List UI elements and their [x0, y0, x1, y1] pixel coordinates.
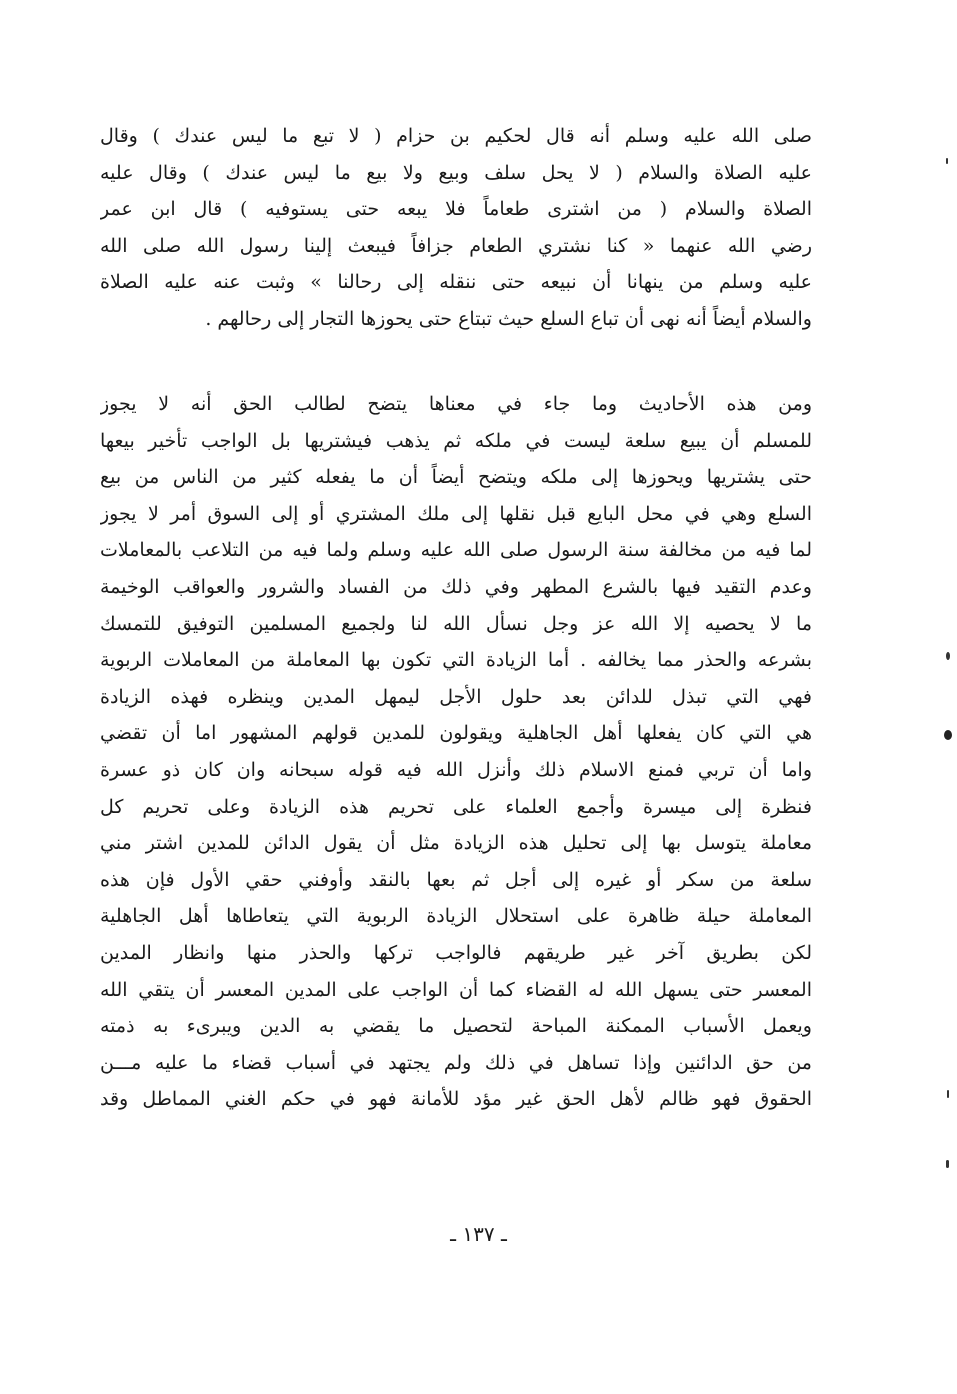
scan-speck — [946, 652, 950, 660]
text-line: واما أن تربي فمنع الاسلام ذلك وأنزل الله فيه قوله سبحانه وان كان ذو عسرة — [100, 758, 812, 781]
text-line: عليه وسلم من ينهانا أن نبيعه حتى ننقله إلى رحالنا » وثبت عنه عليه الصلاة — [100, 271, 812, 294]
text-line: الحقوق فهو ظالم لأهل الحق غير مؤد للأمانة فهو في حكم الغني المماطل وقد — [100, 1088, 812, 1111]
text-line: الصلاة والسلام ( من اشترى طعاماً فلا يبعه حتى يستوفيه ) قال ابن عمر — [100, 198, 812, 221]
text-line: المعسر حتى يسهل الله له القضاء كما أن الواجب على المدين المعسر أن يتقي الله — [100, 978, 812, 1001]
text-line: المعاملة حيلة ظاهرة على استحلال الزيادة الربوية التي يتعاطاها أهل الجاهلية — [100, 905, 812, 928]
text-line: ومن هذه الأحاديث وما جاء في معناها يتضح لطالب الحق أنه لا يجوز — [100, 393, 812, 415]
text-line: رضي الله عنهما « كنا نشتري الطعام جزافاً فيبعث إلينا رسول الله صلى الله — [100, 234, 812, 257]
scan-speck — [946, 1160, 949, 1168]
page-number: ـ ١٣٧ ـ — [450, 1222, 507, 1246]
text-line: صلى الله عليه وسلم أنه قال لحكيم بن حزام ( لا تبع ما ليس عندك ) وقال — [100, 125, 812, 147]
text-line: لما فيه من مخالفة سنة الرسول صلى الله عليه وسلم ولما فيه من التلاعب بالمعاملات — [100, 539, 812, 562]
text-line: وعدم التقيد فيها بالشرع المطهر وفي ذلك من الفساد والشرور والعواقب الوخيمة — [100, 575, 812, 598]
text-line: للمسلم أن يبيع سلعة ليست في ملكه ثم يذهب فيشتريها بل الواجب تأخير بيعها — [100, 429, 812, 452]
text-line: معاملة يتوسل بها إلى تحليل هذه الزيادة مثل أن يقول الدائن للمدين اشتر مني — [100, 832, 812, 855]
text-line: والسلام أيضاً أنه نهى أن تباع السلع حيث تبتاع حتى يحوزها التجار إلى رحالهم . — [205, 307, 812, 330]
paragraph-1 — [100, 118, 812, 338]
text-line: ما لا يحصيه إلا الله عز وجل نسأل الله لنا ولجميع المسلمين التوفيق للتمسك — [100, 612, 812, 635]
scan-speck — [947, 1090, 949, 1098]
text-line: من حق الدائنين وإذا تساهل في ذلك ولم يجتهد في أسباب قضاء ما عليه مـــن — [100, 1051, 812, 1074]
text-line: سلعة من سكر أو غيره إلى أجل ثم بعها بالنقد وأوفني حقي الأول فإن هذه — [100, 868, 812, 891]
text-line: عليه الصلاة والسلام ( لا يحل سلف وبيع ولا بيع ما ليس عندك ) وقال عليه — [100, 161, 812, 184]
text-line: فنظرة إلى ميسرة وأجمع العلماء على تحريم هذه الزيادة وعلى تحريم كل — [100, 795, 812, 818]
text-line: السلع وهي في محل البايع قبل نقلها إلى ملك المشتري أو إلى السوق أمر لا يجوز — [100, 502, 812, 525]
text-line: بشرعه والحذر مما يخالفه . أما الزيادة التي تكون بها المعاملة من المعاملات الربوية — [100, 649, 812, 672]
scan-speck — [946, 158, 948, 164]
text-line: هي التي كان يفعلها أهل الجاهلية ويقولون للمدين قولهم المشهور اما أن تقضي — [100, 722, 812, 745]
text-line: لكن بطريق آخر غير طريقهم فالواجب تركها والحذر منها وانظار المدين — [100, 941, 812, 964]
text-line: حتى يشتريها ويحوزها إلى ملكه ويتضح أيضاً أن ما يفعله كثير من الناس من بيع — [100, 466, 812, 489]
text-line: فهي التي تبذل للدائن بعد حلول الأجل ليمهل المدين وينظره فهذه الزيادة — [100, 685, 812, 708]
paragraph-2 — [100, 386, 812, 1118]
scan-speck — [944, 730, 952, 740]
text-line: ويعمل الأسباب الممكنة المباحة لتحصيل ما يقضي به الدين ويبرىء به ذمته — [100, 1015, 812, 1038]
